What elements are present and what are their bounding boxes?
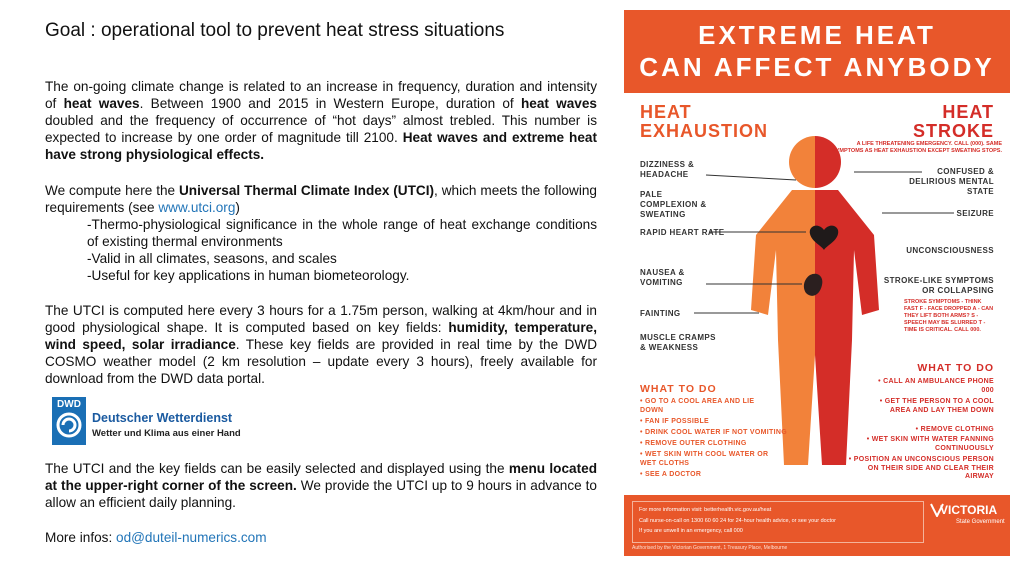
p1-part-e: doubled and the frequency of occurrence of “hot days” almost trebled. This number is expected to increase by one order of magnitude till 2100. bbox=[45, 113, 597, 145]
p1-part-a: The on-going climate change is related to an increase in frequency, duration and intensity of bbox=[45, 79, 597, 111]
dwd-name: Deutscher Wetterdienst bbox=[92, 411, 233, 425]
p1-part-c: . Between 1900 and 2015 in Western Europe, duration of bbox=[139, 96, 521, 111]
contact-email-link[interactable]: od@duteil-numerics.com bbox=[116, 530, 267, 545]
dwd-abbr: DWD bbox=[57, 399, 81, 410]
left-wtd-3: • DRINK COOL WATER IF NOT VOMITING bbox=[640, 429, 787, 436]
computation-paragraph bbox=[45, 302, 597, 387]
symptom-unconsciousness: UNCONSCIOUSNESS bbox=[906, 246, 994, 255]
left-wtd-1: • GO TO A COOL AREA AND LIE DOWN bbox=[640, 398, 755, 414]
victoria-subtitle: State Government bbox=[956, 519, 1005, 525]
p1-bold-conclusion: Heat waves and extreme heat have strong physiological effects. bbox=[45, 130, 597, 162]
dwd-tagline: Wetter und Klima aus einer Hand bbox=[92, 428, 241, 439]
menu-paragraph bbox=[45, 460, 597, 511]
left-wtd-2: • FAN IF POSSIBLE bbox=[640, 418, 710, 425]
footer-line1: For more information visit: betterhealth.vic.gov.au/heat bbox=[639, 507, 772, 513]
victoria-name: VICTORIA bbox=[940, 503, 998, 517]
requirement-2: -Valid in all climates, seasons, and scales bbox=[87, 251, 337, 266]
heat-exhaustion-title bbox=[640, 103, 768, 141]
symptom-seizure: SEIZURE bbox=[956, 209, 994, 218]
slide-title: Goal : operational tool to prevent heat stress situations bbox=[45, 20, 505, 41]
symptom-pale: PALE COMPLEXION & SWEATING bbox=[640, 190, 707, 219]
stroke-emergency-note: A LIFE THREATENING EMERGENCY. CALL (000). SAME SYMPTOMS AS HEAT EXHAUSTION EXCEPT SWEATING STOPS. bbox=[832, 141, 1002, 154]
p4-part-a: The UTCI and the key fields can be easily selected and displayed using the bbox=[45, 461, 509, 476]
p4-part-c: We provide the UTCI up to 9 hours in advance to allow an efficient daily planning. bbox=[45, 478, 597, 510]
p3-part-a: The UTCI is computed here every 3 hours for a 1.75m person, walking at 4km/hour and in good physiological shape. It is computed based on key fields: bbox=[45, 303, 597, 335]
p1-bold-heat-waves-2: heat waves bbox=[520, 96, 597, 111]
p2-part-c: , which meets the following requirements (see bbox=[45, 183, 597, 215]
symptom-fainting: FAINTING bbox=[640, 309, 681, 318]
right-title-line2: STROKE bbox=[912, 121, 994, 141]
symptom-cramps: MUSCLE CRAMPS & WEAKNESS bbox=[640, 333, 716, 352]
poster-header-line2: CAN AFFECT ANYBODY bbox=[639, 52, 995, 82]
p2-bold-utci: Universal Thermal Climate Index (UTCI) bbox=[178, 183, 435, 198]
p2-part-a: We compute here the bbox=[45, 183, 179, 198]
dwd-logo-box bbox=[52, 397, 86, 445]
left-wtd-4: • REMOVE OUTER CLOTHING bbox=[640, 440, 747, 447]
poster-header-line1: EXTREME HEAT bbox=[698, 20, 936, 50]
dwd-logo bbox=[52, 397, 247, 445]
right-wtd-1: • CALL AN AMBULANCE PHONE 000 bbox=[878, 378, 994, 394]
p1-bold-heat-waves-1: heat waves bbox=[63, 96, 140, 111]
right-title-line1: HEAT bbox=[942, 102, 994, 122]
symptom-nausea: NAUSEA & VOMITING bbox=[640, 268, 685, 287]
left-what-to-do-title: WHAT TO DO bbox=[640, 383, 717, 395]
dwd-spiral-icon bbox=[52, 410, 86, 442]
symptom-heart-rate: RAPID HEART RATE bbox=[640, 228, 725, 237]
footer-authorised: Authorised by the Victorian Government, 1 Treasury Place, Melbourne bbox=[632, 545, 788, 551]
left-title-line1: HEAT bbox=[640, 102, 692, 122]
footer-line3: If you are unwell in an emergency, call 000 bbox=[639, 528, 743, 534]
heat-poster bbox=[624, 10, 1010, 556]
stroke-fast-detail: STROKE SYMPTOMS - THINK FAST F - FACE DROPPED A - CAN THEY LIFT BOTH ARMS? S - SPEECH MAY BE SLURRED T - TIME IS CRITICAL. CALL 000. bbox=[904, 299, 994, 333]
left-wtd-5: • WET SKIN WITH COOL WATER OR WET CLOTHS bbox=[640, 451, 769, 467]
utci-link[interactable]: www.utci.org bbox=[158, 200, 236, 215]
poster-footer bbox=[624, 495, 1010, 556]
requirement-3: -Useful for key applications in human biometeorology. bbox=[87, 268, 410, 283]
p4-bold-menu: menu located at the upper-right corner of the screen. bbox=[45, 461, 597, 493]
symptom-dizziness: DIZZINESS & HEADACHE bbox=[640, 160, 695, 179]
right-wtd-4: • WET SKIN WITH WATER FANNING CONTINUOUSLY bbox=[866, 436, 994, 452]
left-wtd-6: • SEE A DOCTOR bbox=[640, 471, 702, 478]
utci-paragraph bbox=[45, 182, 597, 284]
symptom-stroke-like: STROKE-LIKE SYMPTOMS OR COLLAPSING bbox=[883, 276, 994, 295]
requirement-1: -Thermo-physiological significance in the whole range of heat exchange conditions of existing thermal environments bbox=[87, 217, 597, 249]
heat-stroke-title bbox=[913, 103, 994, 141]
p2-part-d: ) bbox=[235, 200, 240, 215]
left-title-line2: EXHAUSTION bbox=[640, 121, 769, 141]
p3-part-c: . These key fields are provided in real time by the DWD COSMO weather model (2 km resolution – update every 3 hours), freely available for download from the DWD data portal. bbox=[45, 337, 598, 386]
right-what-to-do-title: WHAT TO DO bbox=[917, 362, 994, 374]
more-info-label: More infos: bbox=[45, 530, 117, 545]
more-info bbox=[45, 529, 597, 546]
right-wtd-3: • REMOVE CLOTHING bbox=[915, 426, 994, 433]
footer-info-box bbox=[632, 501, 924, 543]
right-wtd-5: • POSITION AN UNCONSCIOUS PERSON ON THEIR SIDE AND CLEAR THEIR AIRWAY bbox=[848, 456, 994, 480]
right-wtd-2: • GET THE PERSON TO A COOL AREA AND LAY THEM DOWN bbox=[879, 398, 994, 414]
p3-bold-fields: humidity, temperature, wind speed, solar irradiance bbox=[45, 320, 597, 352]
symptom-confused: CONFUSED & DELIRIOUS MENTAL STATE bbox=[909, 167, 994, 196]
footer-line2: Call nurse-on-call on 1300 60 60 24 for 24-hour health advice, or see your doctor bbox=[639, 518, 836, 524]
intro-paragraph bbox=[45, 78, 597, 163]
